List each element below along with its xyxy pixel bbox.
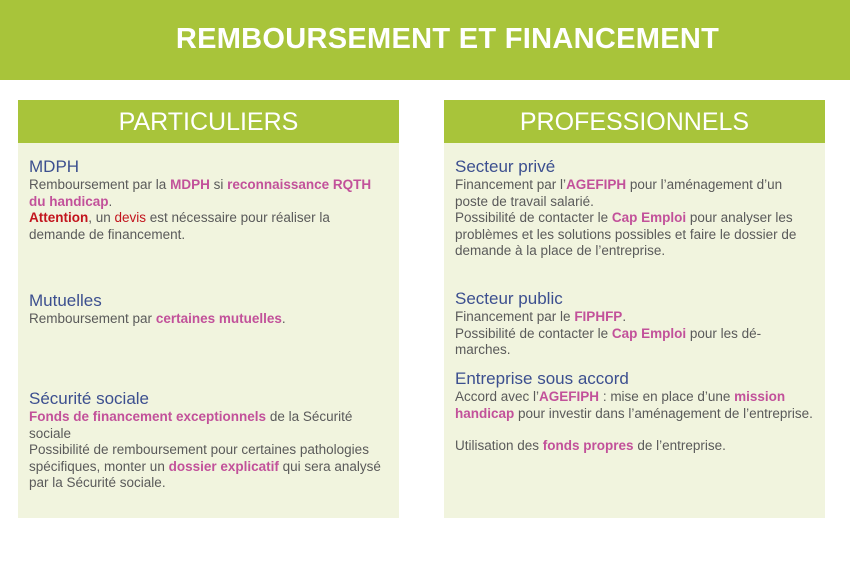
highlight: Cap Emploi xyxy=(611,325,687,341)
highlight: Fonds de financement exceptionnels xyxy=(29,409,267,424)
text: qui sera analysé par la Sécurité sociale. xyxy=(29,458,381,490)
text: Remboursement par la xyxy=(29,177,171,192)
mdph-line-1 xyxy=(29,177,389,210)
section-title-mutuelles: Mutuelles xyxy=(29,291,102,310)
text: pour les dé-marches. xyxy=(455,325,762,357)
section-title-mdph: MDPH xyxy=(29,157,80,176)
text: de l’entreprise. xyxy=(633,438,726,453)
section-body-prive xyxy=(455,177,815,260)
text: Financement par le xyxy=(455,309,575,324)
secu-line-1 xyxy=(29,409,389,442)
warning: Attention xyxy=(29,210,89,225)
section-body-accord xyxy=(455,389,815,455)
text: est nécessaire pour réaliser la demande de financement. xyxy=(29,210,330,242)
text: Possibilité de contacter le xyxy=(455,210,612,225)
text: pour analyser les problèmes et les solutions possibles et faire le dossier de demande à la place de l’entreprise. xyxy=(455,210,797,258)
text: Possibilité de remboursement pour certaines pathologies spécifiques, monter un xyxy=(29,442,369,474)
section-title-public: Secteur public xyxy=(455,289,563,308)
section-secu xyxy=(29,389,389,492)
highlight: mission handicap xyxy=(455,389,786,421)
section-mutuelles xyxy=(29,291,389,328)
panel-heading-professionnels: PROFESSIONNELS xyxy=(444,100,825,143)
panel-particuliers xyxy=(18,100,399,518)
highlight: Cap Emploi xyxy=(611,210,687,225)
header-banner xyxy=(0,0,850,80)
highlight: FIPHFP xyxy=(574,309,623,324)
text: : mise en place d’une xyxy=(599,389,735,404)
text: Remboursement par xyxy=(29,311,156,326)
text: . xyxy=(622,309,627,324)
mdph-line-2 xyxy=(29,210,389,243)
highlight: MDPH xyxy=(170,177,210,192)
text: Possibilité de contacter le xyxy=(455,325,612,341)
highlight: reconnaissance RQTH du handicap xyxy=(29,177,372,209)
section-title-prive: Secteur privé xyxy=(455,157,556,176)
section-body-secu xyxy=(29,409,389,492)
prive-line-1 xyxy=(455,177,815,210)
highlight: devis xyxy=(114,210,147,225)
section-body-mutuelles xyxy=(29,311,389,328)
panel-professionnels xyxy=(444,100,825,518)
highlight: AGEFIPH xyxy=(566,177,627,192)
accord-line-2 xyxy=(455,438,815,455)
text: de la Sécurité sociale xyxy=(29,409,353,441)
accord-line-1 xyxy=(455,389,815,422)
section-title-accord: Entreprise sous accord xyxy=(455,369,629,388)
prive-line-2 xyxy=(455,210,815,260)
section-secteur-public xyxy=(455,289,815,359)
text: Utilisation des xyxy=(455,438,543,453)
highlight: dossier explicatif xyxy=(168,458,279,474)
public-line-2 xyxy=(455,326,815,359)
text: , un xyxy=(88,210,115,225)
text: pour investir dans l’aménagement de l’entreprise. xyxy=(514,405,813,421)
section-mdph xyxy=(29,157,389,243)
panel-heading-particuliers: PARTICULIERS xyxy=(18,100,399,143)
highlight: AGEFIPH xyxy=(539,389,600,404)
text: si xyxy=(209,177,228,192)
page-title: REMBOURSEMENT ET FINANCEMENT xyxy=(175,23,720,55)
text: . xyxy=(281,311,286,326)
secu-line-2 xyxy=(29,442,389,492)
section-secteur-prive xyxy=(455,157,815,260)
highlight: fonds propres xyxy=(542,438,634,453)
highlight: certaines mutuelles xyxy=(155,311,282,326)
text: Accord avec l’ xyxy=(455,389,540,404)
section-body-mdph xyxy=(29,177,389,243)
section-title-secu: Sécurité sociale xyxy=(29,389,150,408)
section-body-public xyxy=(455,309,815,359)
public-line-1 xyxy=(455,309,815,326)
text: Financement par l’ xyxy=(455,177,567,192)
text: pour l’aménagement d’un poste de travail salarié. xyxy=(455,177,783,209)
text: . xyxy=(108,193,113,209)
mutuelles-line-1 xyxy=(29,311,389,328)
section-entreprise-accord xyxy=(455,369,815,455)
